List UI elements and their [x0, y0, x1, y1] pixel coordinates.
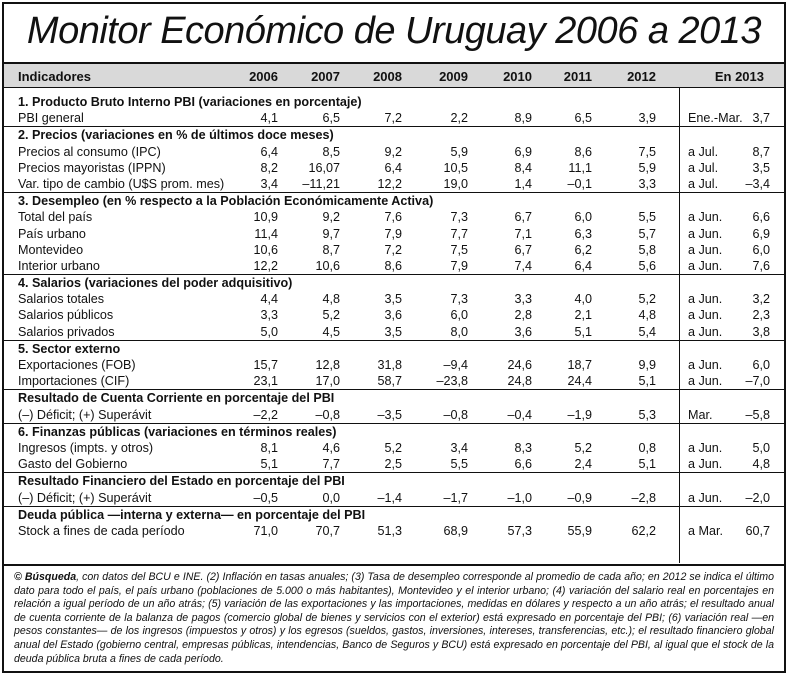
- cell-value: –1,9: [567, 407, 592, 422]
- cell-value: 5,3: [638, 407, 656, 422]
- cell-value: 6,9: [514, 144, 532, 159]
- cell-value: 8,6: [574, 144, 592, 159]
- cell-value: 0,8: [638, 440, 656, 455]
- value-2013: –5,8: [745, 407, 770, 422]
- cell-value: 57,3: [507, 523, 532, 538]
- row-label: Salarios privados: [18, 324, 115, 339]
- section-header: [4, 506, 784, 523]
- period-2013: a Jun.: [688, 292, 723, 307]
- cell-value: 5,5: [638, 210, 656, 225]
- value-2013: 6,0: [752, 242, 770, 257]
- period-2013: a Jun.: [688, 358, 723, 372]
- cell-value: –0,4: [507, 407, 532, 422]
- header-year-2012: 2012: [627, 69, 656, 84]
- cell-value: 12,8: [315, 358, 340, 372]
- cell-value: 6,6: [514, 457, 532, 472]
- cell-value: 5,1: [260, 457, 278, 472]
- value-2013: –3,4: [745, 176, 770, 191]
- period-2013: a Jun.: [688, 457, 723, 472]
- cell-value: 4,1: [260, 111, 278, 126]
- value-2013: –2,0: [745, 490, 770, 505]
- cell-value: –9,4: [443, 358, 468, 372]
- table-row: [4, 456, 784, 472]
- section-title: 4. Salarios (variaciones del poder adquisitivo): [18, 276, 293, 291]
- cell-value: 3,5: [384, 324, 402, 339]
- value-2013: 6,9: [752, 226, 770, 241]
- cell-value: –11,21: [302, 176, 340, 191]
- cell-value: 5,2: [574, 440, 592, 455]
- cell-value: 8,5: [322, 144, 340, 159]
- cell-value: 5,2: [384, 440, 402, 455]
- header-year-2007: 2007: [311, 69, 340, 84]
- cell-value: 71,0: [253, 523, 278, 538]
- cell-value: 6,7: [514, 242, 532, 257]
- cell-value: 11,4: [254, 226, 278, 241]
- cell-value: 2,1: [574, 308, 592, 323]
- cell-value: 7,9: [450, 258, 468, 273]
- cell-value: 5,1: [638, 457, 656, 472]
- cell-value: 4,6: [322, 440, 340, 455]
- section-title: 6. Finanzas públicas (variaciones en términos reales): [18, 424, 337, 439]
- cell-value: 2,2: [450, 111, 468, 126]
- cell-value: 4,8: [322, 292, 340, 307]
- table-row: [4, 357, 784, 373]
- row-label: Precios al consumo (IPC): [18, 144, 161, 159]
- cell-value: –0,9: [567, 490, 592, 505]
- section-header: [4, 274, 784, 291]
- cell-value: 7,3: [450, 292, 468, 307]
- cell-value: 4,8: [638, 308, 656, 323]
- table-row: [4, 291, 784, 307]
- footnote-text: , con datos del BCU e INE. (2) Inflación en tasas anuales; (3) Tasa de desempleo corresponde al promedio de cada año; en 2012 se indica el último dato para todo el país, el país urbano (poblaciones de 5.000 o más habitantes), Montevideo y el interior urbano; (4) variación del salario real en porcentajes en relación a igual período de un año atrás; (5) variación de las exportaciones y las importaciones, medidas en dólares y respecto a un año atrás; el resultado anual de cuenta corriente de la balanza de pagos (comercio global de bienes y servicios con el exterior) está expresado en porcentaje del PBI; (6) variación real —en pesos constantes— de los ingresos (impuestos y otros) y los egresos (sueldos, gastos, inversiones, intereses, transferencias, etc.); el resultado financiero global anual del Estado (gobierno central, empresas públicas, intendencias, Banco de Seguros y BCU) está expresado en porcentaje del PBI, al igual que el stock de la deuda pública bruta a fines de cada período.: [14, 571, 774, 665]
- table-row: [4, 324, 784, 340]
- cell-value: 1,4: [514, 176, 532, 191]
- cell-value: 15,7: [253, 358, 278, 372]
- footnote-source: © Búsqueda: [14, 571, 77, 583]
- cell-value: –1,4: [377, 490, 402, 505]
- cell-value: 9,9: [638, 358, 656, 372]
- cell-value: 8,0: [450, 324, 468, 339]
- cell-value: 6,5: [574, 111, 592, 126]
- table-row: [4, 226, 784, 242]
- cell-value: 7,2: [384, 111, 402, 126]
- cell-value: 10,9: [253, 210, 278, 225]
- cell-value: 31,8: [377, 358, 402, 372]
- section-title: 1. Producto Bruto Interno PBI (variaciones en porcentaje): [18, 95, 362, 109]
- table-row: [4, 440, 784, 456]
- table-row: [4, 242, 784, 258]
- value-2013: 8,7: [752, 144, 770, 159]
- cell-value: 7,5: [450, 242, 468, 257]
- section-title: 5. Sector externo: [18, 341, 121, 356]
- section-title: Resultado Financiero del Estado en porcentaje del PBI: [18, 474, 345, 489]
- cell-value: 6,7: [514, 210, 532, 225]
- section-header: [4, 94, 784, 110]
- value-2013: 5,0: [752, 440, 770, 455]
- cell-value: 7,7: [450, 226, 468, 241]
- cell-value: 0,0: [322, 490, 340, 505]
- period-2013: a Jul.: [688, 144, 719, 159]
- cell-value: 51,3: [377, 523, 402, 538]
- cell-value: 9,2: [322, 210, 340, 225]
- cell-value: –0,8: [315, 407, 340, 422]
- period-2013: Ene.-Mar.: [688, 111, 743, 126]
- table-row: [4, 176, 784, 192]
- cell-value: 5,2: [638, 292, 656, 307]
- row-label: Montevideo: [18, 242, 84, 257]
- row-label: Stock a fines de cada período: [18, 523, 185, 538]
- header-year-2010: 2010: [503, 69, 532, 84]
- cell-value: 17,0: [315, 374, 340, 389]
- cell-value: 23,1: [253, 374, 278, 389]
- cell-value: 2,4: [574, 457, 592, 472]
- cell-value: 3,3: [638, 176, 656, 191]
- row-label: Interior urbano: [18, 258, 100, 273]
- cell-value: 24,6: [507, 358, 532, 372]
- cell-value: 6,0: [574, 210, 592, 225]
- cell-value: 10,6: [253, 242, 278, 257]
- section-title: 3. Desempleo (en % respecto a la Población Económicamente Activa): [18, 194, 434, 209]
- cell-value: 9,2: [384, 144, 402, 159]
- value-2013: 3,8: [752, 324, 770, 339]
- cell-value: 3,9: [638, 111, 656, 126]
- cell-value: 3,4: [260, 176, 278, 191]
- cell-value: –0,1: [567, 176, 592, 191]
- value-2013: –7,0: [745, 374, 770, 389]
- section-title: Deuda pública —interna y externa— en porcentaje del PBI: [18, 507, 366, 522]
- header-year-2006: 2006: [249, 69, 278, 84]
- value-2013: 3,2: [752, 292, 770, 307]
- cell-value: 6,4: [574, 258, 592, 273]
- page-title: Monitor Económico de Uruguay 2006 a 2013: [26, 10, 762, 52]
- cell-value: 5,9: [450, 144, 468, 159]
- cell-value: 6,5: [322, 111, 340, 126]
- period-2013: a Jul.: [688, 160, 719, 175]
- table-row: [4, 307, 784, 323]
- cell-value: 19,0: [443, 176, 468, 191]
- cell-value: 12,2: [377, 176, 402, 191]
- table-row: [4, 407, 784, 423]
- table-row: [4, 110, 784, 126]
- value-2013: 3,5: [752, 160, 770, 175]
- section-title: Resultado de Cuenta Corriente en porcentaje del PBI: [18, 391, 335, 406]
- row-label: (–) Déficit; (+) Superávit: [18, 490, 152, 505]
- cell-value: 6,3: [574, 226, 592, 241]
- row-label: País urbano: [18, 226, 86, 241]
- row-label: Var. tipo de cambio (U$S prom. mes): [18, 176, 225, 191]
- cell-value: 5,5: [450, 457, 468, 472]
- row-label: Gasto del Gobierno: [18, 457, 128, 472]
- row-label: Precios mayoristas (IPPN): [18, 160, 166, 175]
- section-header: [4, 423, 784, 440]
- header-year-2008: 2008: [373, 69, 402, 84]
- row-label: Total del país: [18, 210, 93, 225]
- period-2013: a Jun.: [688, 210, 723, 225]
- cell-value: 18,7: [567, 358, 592, 372]
- cell-value: 3,6: [384, 308, 402, 323]
- cell-value: 62,2: [631, 523, 656, 538]
- header-en-2013: En 2013: [714, 69, 764, 84]
- footnote: [4, 564, 784, 666]
- cell-value: 5,9: [638, 160, 656, 175]
- value-2013: 6,6: [752, 210, 770, 225]
- cell-value: 8,7: [322, 242, 340, 257]
- value-2013: 2,3: [752, 308, 770, 323]
- cell-value: 2,5: [384, 457, 402, 472]
- cell-value: 5,8: [638, 242, 656, 257]
- period-2013: a Jun.: [688, 324, 723, 339]
- cell-value: 3,4: [450, 440, 468, 455]
- table-row: [4, 490, 784, 506]
- header-year-2011: 2011: [563, 69, 592, 84]
- cell-value: 3,3: [514, 292, 532, 307]
- cell-value: 7,6: [384, 210, 402, 225]
- table-row: [4, 373, 784, 389]
- cell-value: 5,0: [260, 324, 278, 339]
- cell-value: 4,5: [322, 324, 340, 339]
- cell-value: 5,1: [638, 374, 656, 389]
- cell-value: 9,7: [322, 226, 340, 241]
- cell-value: 6,4: [384, 160, 402, 175]
- cell-value: 7,2: [384, 242, 402, 257]
- cell-value: 10,5: [443, 160, 468, 175]
- cell-value: 10,6: [315, 258, 340, 273]
- section-title: 2. Precios (variaciones en % de últimos doce meses): [18, 128, 334, 143]
- table-row: [4, 523, 784, 539]
- cell-value: 11,1: [568, 160, 592, 175]
- cell-value: –1,0: [507, 490, 532, 505]
- cell-value: 8,1: [260, 440, 278, 455]
- cell-value: 4,4: [260, 292, 278, 307]
- period-2013: a Mar.: [688, 523, 723, 538]
- cell-value: 5,1: [574, 324, 592, 339]
- header-year-2009: 2009: [439, 69, 468, 84]
- cell-value: 8,3: [514, 440, 532, 455]
- value-2013: 7,6: [752, 258, 770, 273]
- cell-value: 7,1: [514, 226, 532, 241]
- cell-value: –2,2: [253, 407, 278, 422]
- cell-value: 8,2: [260, 160, 278, 175]
- table-row: [4, 160, 784, 176]
- cell-value: 2,8: [514, 308, 532, 323]
- cell-value: 6,0: [450, 308, 468, 323]
- value-2013: 3,7: [752, 111, 770, 126]
- cell-value: 24,8: [507, 374, 532, 389]
- cell-value: 12,2: [253, 258, 278, 273]
- cell-value: 6,2: [574, 242, 592, 257]
- row-label: Ingresos (impts. y otros): [18, 440, 154, 455]
- table-header: [4, 62, 784, 88]
- table-row: [4, 258, 784, 274]
- cell-value: 16,07: [308, 160, 340, 175]
- cell-value: 5,6: [638, 258, 656, 273]
- cell-value: 4,0: [574, 292, 592, 307]
- cell-value: 7,7: [322, 457, 340, 472]
- cell-value: 5,2: [322, 308, 340, 323]
- value-2013: 4,8: [752, 457, 770, 472]
- period-2013: a Jun.: [688, 258, 723, 273]
- cell-value: –0,8: [443, 407, 468, 422]
- row-label: PBI general: [18, 111, 84, 126]
- table-row: [4, 209, 784, 225]
- header-indicadores: Indicadores: [18, 69, 91, 84]
- value-2013: 60,7: [745, 523, 770, 538]
- row-label: Salarios públicos: [18, 308, 114, 323]
- section-header: [4, 340, 784, 357]
- cell-value: 6,4: [260, 144, 278, 159]
- section-header: [4, 389, 784, 406]
- value-2013: 6,0: [752, 358, 770, 372]
- section-header: [4, 126, 784, 143]
- cell-value: 3,6: [514, 324, 532, 339]
- table-body: [4, 94, 784, 539]
- row-label: (–) Déficit; (+) Superávit: [18, 407, 152, 422]
- cell-value: 3,3: [260, 308, 278, 323]
- cell-value: 70,7: [315, 523, 340, 538]
- section-header: [4, 192, 784, 209]
- cell-value: –2,8: [631, 490, 656, 505]
- period-2013: a Jun.: [688, 242, 723, 257]
- cell-value: 55,9: [567, 523, 592, 538]
- cell-value: 68,9: [443, 523, 468, 538]
- period-2013: Mar.: [688, 407, 713, 422]
- cell-value: 5,7: [638, 226, 656, 241]
- row-label: Exportaciones (FOB): [18, 358, 136, 372]
- table-frame: [2, 2, 786, 673]
- period-2013: a Jun.: [688, 374, 723, 389]
- section-header: [4, 472, 784, 489]
- cell-value: 3,5: [384, 292, 402, 307]
- cell-value: 8,6: [384, 258, 402, 273]
- cell-value: 7,5: [638, 144, 656, 159]
- row-label: Importaciones (CIF): [18, 374, 130, 389]
- period-2013: a Jun.: [688, 490, 723, 505]
- table-row: [4, 144, 784, 160]
- cell-value: 8,9: [514, 111, 532, 126]
- cell-value: 7,4: [514, 258, 532, 273]
- cell-value: 8,4: [514, 160, 532, 175]
- cell-value: –0,5: [253, 490, 278, 505]
- cell-value: 7,9: [384, 226, 402, 241]
- cell-value: 58,7: [377, 374, 402, 389]
- cell-value: –3,5: [377, 407, 402, 422]
- period-2013: a Jun.: [688, 440, 723, 455]
- cell-value: 5,4: [638, 324, 656, 339]
- cell-value: –1,7: [443, 490, 468, 505]
- row-label: Salarios totales: [18, 292, 105, 307]
- cell-value: –23,8: [436, 374, 468, 389]
- cell-value: 7,3: [450, 210, 468, 225]
- cell-value: 24,4: [567, 374, 592, 389]
- period-2013: a Jul.: [688, 176, 719, 191]
- period-2013: a Jun.: [688, 308, 723, 323]
- period-2013: a Jun.: [688, 226, 723, 241]
